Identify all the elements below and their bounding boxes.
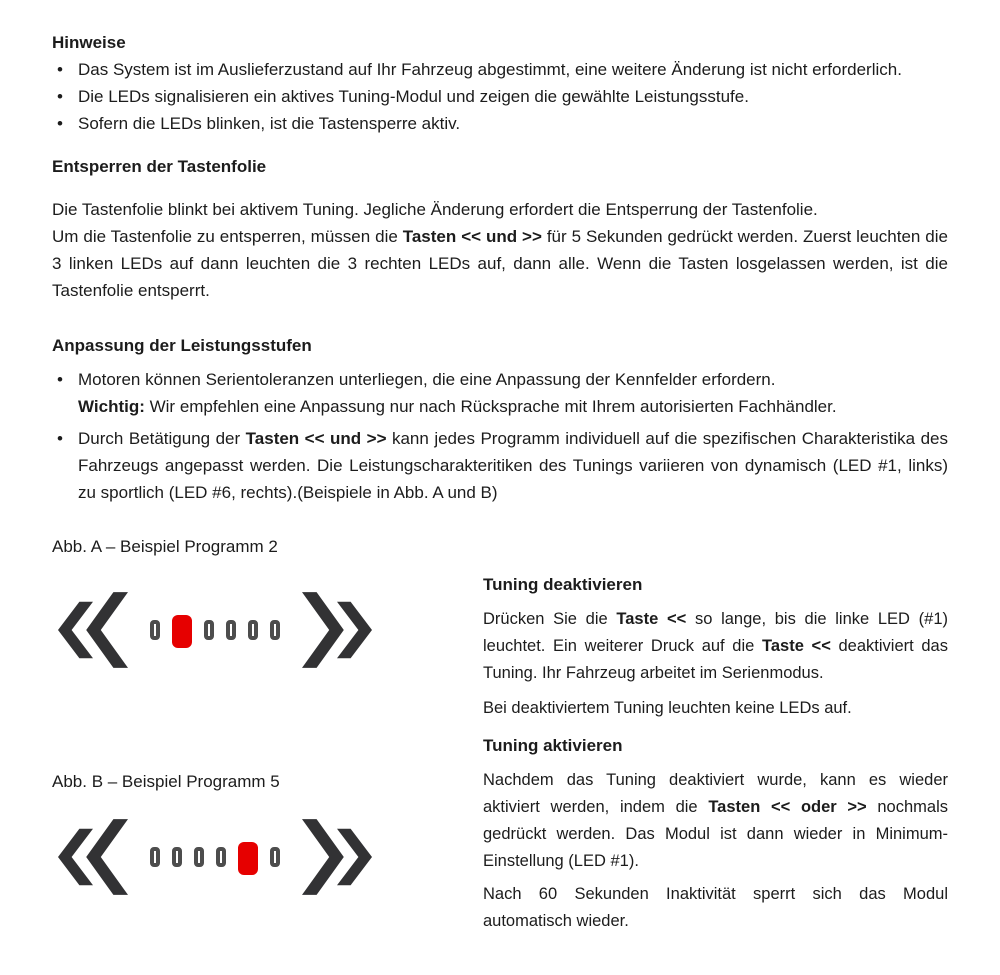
double-chevron-left-icon xyxy=(58,819,128,895)
bullet-marker: • xyxy=(57,429,63,448)
bold-text-segment: Tasten << oder >> xyxy=(708,798,867,816)
anpassung-bullet1-line2 xyxy=(78,393,948,420)
entsperren-paragraphs xyxy=(52,196,948,304)
text-segment: Um die Tastenfolie zu entsperren, müssen die xyxy=(52,227,403,246)
entsperren-paragraph-1: Die Tastenfolie blinkt bei aktivem Tuning. Jegliche Änderung erfordert die Entsperrung der Tastenfolie. xyxy=(52,200,818,219)
led-3-off xyxy=(194,847,204,867)
led-4-off xyxy=(226,620,236,640)
text-segment: für 5 Sekunden gedrückt werden. Zuerst leuchten die 3 linken LEDs auf dann leuchten die 3 rechten LEDs auf, dann alle. Wenn die Tasten losgelassen werden, ist die Tastenfolie entsperrt. xyxy=(52,227,948,300)
figure-b-graphic xyxy=(58,818,483,896)
figures-column xyxy=(52,533,483,935)
section-title-entsperren: Entsperren der Tastenfolie xyxy=(52,157,267,176)
bold-text-segment: Taste << xyxy=(616,610,687,628)
led-2-off xyxy=(172,847,182,867)
entsperren-paragraph-2 xyxy=(52,223,948,304)
bold-text-segment: Tasten << und >> xyxy=(402,227,542,246)
led-row xyxy=(150,841,280,874)
figure-a-graphic xyxy=(58,591,483,669)
bullet-text: Sofern die LEDs blinken, ist die Tastensperre aktiv. xyxy=(78,114,461,133)
activate-paragraph-2: Nach 60 Sekunden Inaktivität sperrt sich das Modul automatisch wieder. xyxy=(483,885,948,930)
text-segment: Drücken Sie die xyxy=(483,610,617,628)
led-5-on xyxy=(238,842,258,875)
bold-text-segment: Tasten << und >> xyxy=(245,429,387,448)
double-chevron-right-icon xyxy=(302,592,372,668)
led-6-off xyxy=(270,620,280,640)
text-segment: so lange, bis die linke LED (#1) leuchtet. Ein weiterer Druck auf die xyxy=(483,610,949,655)
text-segment: deaktiviert das Tuning. Ihr Fahrzeug arbeitet im Serienmodus. xyxy=(483,637,948,682)
bullet-marker: • xyxy=(57,114,63,133)
activate-paragraph-1 xyxy=(483,767,948,875)
bullet-text: Das System ist im Auslieferzustand auf Ihr Fahrzeug abgestimmt, eine weitere Änderung ist nicht erforderlich. xyxy=(78,60,902,79)
text-segment: kann jedes Programm individuell auf die spezifischen Charakteristika des Fahrzeugs angepasst werden. Die Leistungscharakteritiken des Tunings variieren von dynamisch (LED #1, links) zu sportlich (LED #6, rechts).(Beispiele in Abb. A und B) xyxy=(78,429,948,502)
bullet-marker: • xyxy=(57,370,63,389)
double-chevron-left-icon xyxy=(58,592,128,668)
bullet-item xyxy=(52,83,948,110)
led-3-off xyxy=(204,620,214,640)
bullet-item xyxy=(52,425,948,506)
figures-and-instructions xyxy=(52,533,948,935)
section-title-hinweise: Hinweise xyxy=(52,33,126,52)
section-title-tuning-deaktivieren: Tuning deaktivieren xyxy=(483,575,643,594)
led-1-off xyxy=(150,847,160,867)
led-6-off xyxy=(270,847,280,867)
led-1-off xyxy=(150,620,160,640)
led-2-on xyxy=(172,615,192,648)
section-title-anpassung: Anpassung der Leistungsstufen xyxy=(52,336,312,355)
bullet-marker: • xyxy=(57,87,63,106)
text-segment: Wir empfehlen eine Anpassung nur nach Rücksprache mit Ihrem autorisierten Fachhändler. xyxy=(144,397,837,416)
bullet-item xyxy=(52,366,948,420)
deactivate-paragraph-1 xyxy=(483,606,948,687)
text-segment: Durch Betätigung der xyxy=(78,429,246,448)
figure-b-caption: Abb. B – Beispiel Programm 5 xyxy=(52,772,280,791)
instructions-column xyxy=(483,533,948,935)
text-segment: nochmals gedrückt werden. Das Modul ist dann wieder in Minimum-Einstellung (LED #1). xyxy=(483,798,948,870)
hinweise-bullet-list xyxy=(52,56,948,137)
bold-text-segment: Wichtig: xyxy=(78,397,145,416)
section-title-tuning-aktivieren: Tuning aktivieren xyxy=(483,736,623,755)
anpassung-bullet1-line1: Motoren können Serientoleranzen unterliegen, die eine Anpassung der Kennfelder erfordern. xyxy=(78,370,776,389)
text-segment: Nachdem das Tuning deaktiviert wurde, kann es wieder aktiviert werden, indem die xyxy=(483,771,948,816)
bullet-marker: • xyxy=(57,60,63,79)
deactivate-paragraph-2: Bei deaktiviertem Tuning leuchten keine LEDs auf. xyxy=(483,699,852,717)
figure-a-caption: Abb. A – Beispiel Programm 2 xyxy=(52,537,278,556)
bullet-text: Die LEDs signalisieren ein aktives Tuning-Modul und zeigen die gewählte Leistungsstufe. xyxy=(78,87,749,106)
led-4-off xyxy=(216,847,226,867)
bullet-item xyxy=(52,56,948,83)
bold-text-segment: Taste << xyxy=(762,637,831,655)
double-chevron-right-icon xyxy=(302,819,372,895)
led-5-off xyxy=(248,620,258,640)
anpassung-bullet2-text xyxy=(78,425,948,506)
bullet-item xyxy=(52,110,948,137)
bullet-text xyxy=(78,366,948,420)
led-row xyxy=(150,614,280,647)
